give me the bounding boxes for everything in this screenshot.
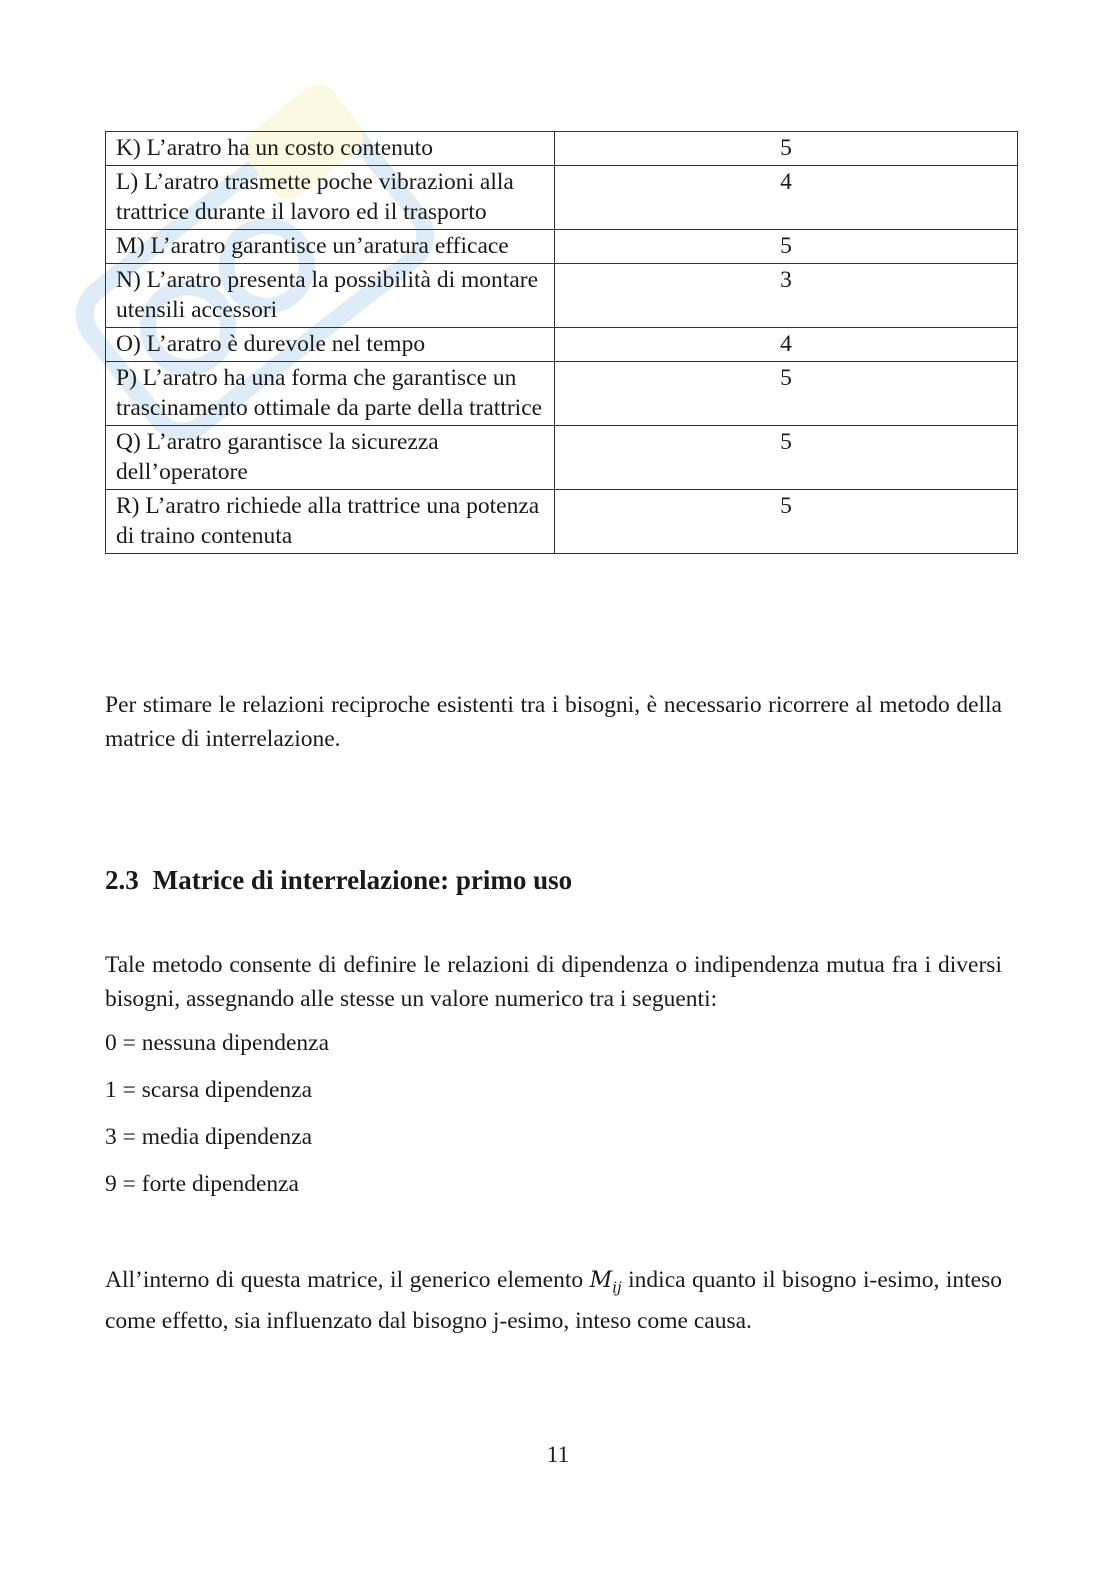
need-description: K) L’aratro ha un costo contenuto [106, 132, 555, 166]
scale-item: 0 = nessuna dipendenza [105, 1030, 330, 1056]
need-score: 5 [555, 132, 1018, 166]
need-score: 3 [555, 264, 1018, 328]
need-description: P) L’aratro ha una forma che garantisce un trascinamento ottimale da parte della trattrice [106, 362, 555, 426]
need-description: Q) L’aratro garantisce la sicurezza dell’operatore [106, 426, 555, 490]
need-description: L) L’aratro trasmette poche vibrazioni alla trattrice durante il lavoro ed il trasporto [106, 166, 555, 230]
need-description: R) L’aratro richiede alla trattrice una potenza di traino contenuta [106, 490, 555, 554]
need-score: 5 [555, 230, 1018, 264]
section-heading [105, 860, 572, 900]
section-title: Matrice di interrelazione: primo uso [152, 865, 573, 895]
need-description: O) L’aratro è durevole nel tempo [106, 328, 555, 362]
table-row [106, 132, 1018, 166]
table-row [106, 166, 1018, 230]
section-number: 2.3 [105, 865, 139, 895]
scale-item: 3 = media dipendenza [105, 1124, 313, 1150]
table-row [106, 426, 1018, 490]
table-row [106, 362, 1018, 426]
scale-item: 9 = forte dipendenza [105, 1171, 299, 1197]
matrix-paragraph [105, 1263, 1002, 1338]
need-score: 4 [555, 166, 1018, 230]
need-score: 5 [555, 490, 1018, 554]
intro-paragraph: Per stimare le relazioni reciproche esistenti tra i bisogni, è necessario ricorrere al metodo della matrice di interrelazione. [105, 692, 1002, 752]
needs-table [105, 131, 1018, 554]
need-description: N) L’aratro presenta la possibilità di montare utensili accessori [106, 264, 555, 328]
scale-item: 1 = scarsa dipendenza [105, 1077, 313, 1103]
table-row [106, 490, 1018, 554]
need-score: 5 [555, 426, 1018, 490]
need-score: 5 [555, 362, 1018, 426]
matrix-text-before: All’interno di questa matrice, il generico elemento [105, 1267, 590, 1293]
table-row [106, 264, 1018, 328]
table-row [106, 328, 1018, 362]
need-score: 4 [555, 328, 1018, 362]
matrix-element-symbol: $M_{ij}$ [589, 1268, 622, 1297]
method-paragraph: Tale metodo consente di definire le relazioni di dipendenza o indipendenza mutua fra i diversi bisogni, assegnando alle stesse un valore numerico tra i seguenti: [105, 952, 1002, 1012]
need-description: M) L’aratro garantisce un’aratura efficace [106, 230, 555, 264]
page-number: 11 [546, 1442, 570, 1468]
table-row [106, 230, 1018, 264]
matrix-text-after: indica quanto il bisogno i-esimo, inteso come effetto, sia influenzato dal bisogno j-esimo, inteso come causa. [105, 1267, 1002, 1335]
